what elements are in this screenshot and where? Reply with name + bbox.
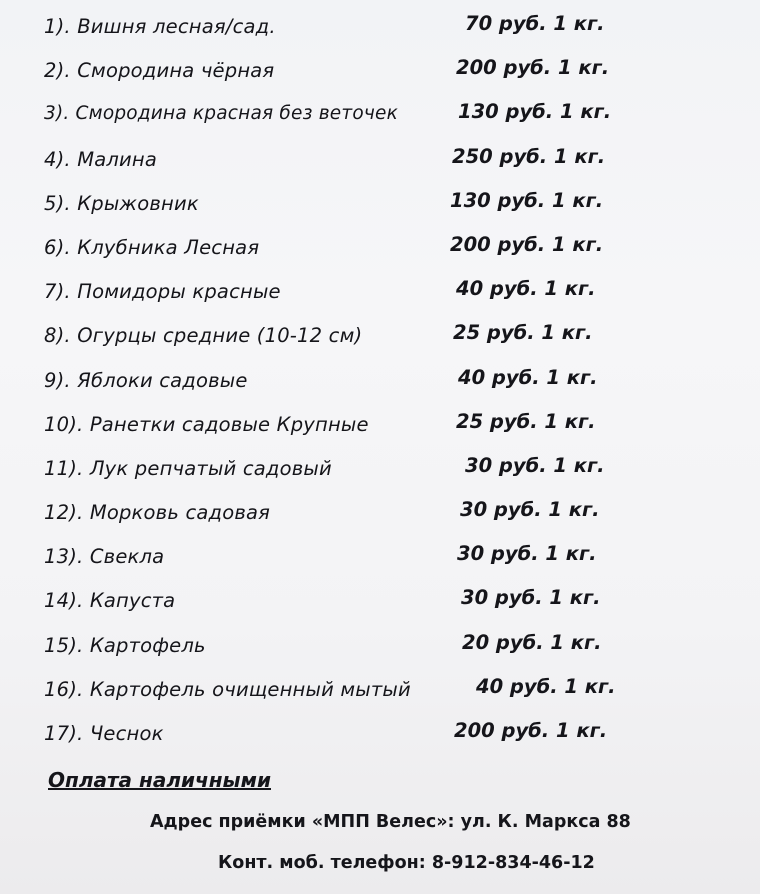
item-price: 250 руб. 1 кг.	[452, 144, 606, 168]
list-item	[44, 446, 724, 490]
item-name: 11). Лук репчатый садовый	[44, 456, 332, 480]
item-price: 30 руб. 1 кг.	[457, 542, 597, 566]
price-list	[44, 4, 724, 755]
list-item	[44, 92, 724, 136]
item-name: 6). Клубника Лесная	[44, 235, 260, 259]
list-item	[44, 534, 724, 578]
item-price: 30 руб. 1 кг.	[461, 586, 601, 610]
list-item	[44, 490, 724, 534]
list-item	[44, 313, 724, 357]
item-price: 200 руб. 1 кг.	[450, 232, 604, 256]
item-price: 130 руб. 1 кг.	[458, 100, 612, 124]
item-name: 9). Яблоки садовые	[44, 368, 248, 392]
item-name: 13). Свекла	[44, 545, 165, 569]
item-name: 8). Огурцы средние (10-12 см)	[44, 324, 363, 348]
list-item	[44, 667, 724, 711]
list-item	[44, 269, 724, 313]
item-name: 12). Морковь садовая	[44, 501, 271, 525]
item-name: 3). Смородина красная без веточек	[44, 103, 398, 125]
item-price: 20 руб. 1 кг.	[462, 630, 602, 654]
item-price: 25 руб. 1 кг.	[456, 409, 596, 433]
list-item	[44, 225, 724, 269]
item-name: 14). Капуста	[44, 589, 176, 613]
item-price: 30 руб. 1 кг.	[465, 453, 605, 477]
item-name: 1). Вишня лесная/сад.	[44, 15, 276, 38]
phone-line: Конт. моб. телефон: 8-912-834-46-12	[218, 853, 595, 873]
item-name: 15). Картофель	[44, 633, 206, 657]
address-line: Адрес приёмки «МПП Велес»: ул. К. Маркса 88	[150, 812, 631, 832]
item-name: 16). Картофель очищенный мытый	[44, 677, 411, 701]
list-item	[44, 711, 724, 755]
payment-note: Оплата наличными	[48, 768, 271, 792]
item-price: 200 руб. 1 кг.	[454, 719, 608, 742]
item-name: 5). Крыжовник	[44, 191, 199, 215]
item-price: 25 руб. 1 кг.	[453, 321, 593, 345]
item-name: 17). Чеснок	[44, 722, 164, 745]
list-item	[44, 358, 724, 402]
list-item	[44, 181, 724, 225]
item-price: 30 руб. 1 кг.	[460, 498, 600, 522]
item-price: 40 руб. 1 кг.	[476, 674, 616, 698]
item-name: 10). Ранетки садовые Крупные	[44, 412, 369, 436]
item-name: 4). Малина	[44, 147, 158, 171]
list-item	[44, 48, 724, 92]
item-price: 200 руб. 1 кг.	[456, 56, 610, 80]
item-price: 40 руб. 1 кг.	[456, 277, 596, 301]
list-item	[44, 402, 724, 446]
item-price: 70 руб. 1 кг.	[465, 12, 605, 35]
list-item	[44, 137, 724, 181]
item-price: 130 руб. 1 кг.	[450, 188, 604, 212]
item-name: 2). Смородина чёрная	[44, 59, 275, 83]
list-item	[44, 623, 724, 667]
item-price: 40 руб. 1 кг.	[458, 365, 598, 389]
item-name: 7). Помидоры красные	[44, 280, 281, 304]
list-item	[44, 578, 724, 622]
list-item	[44, 4, 724, 48]
